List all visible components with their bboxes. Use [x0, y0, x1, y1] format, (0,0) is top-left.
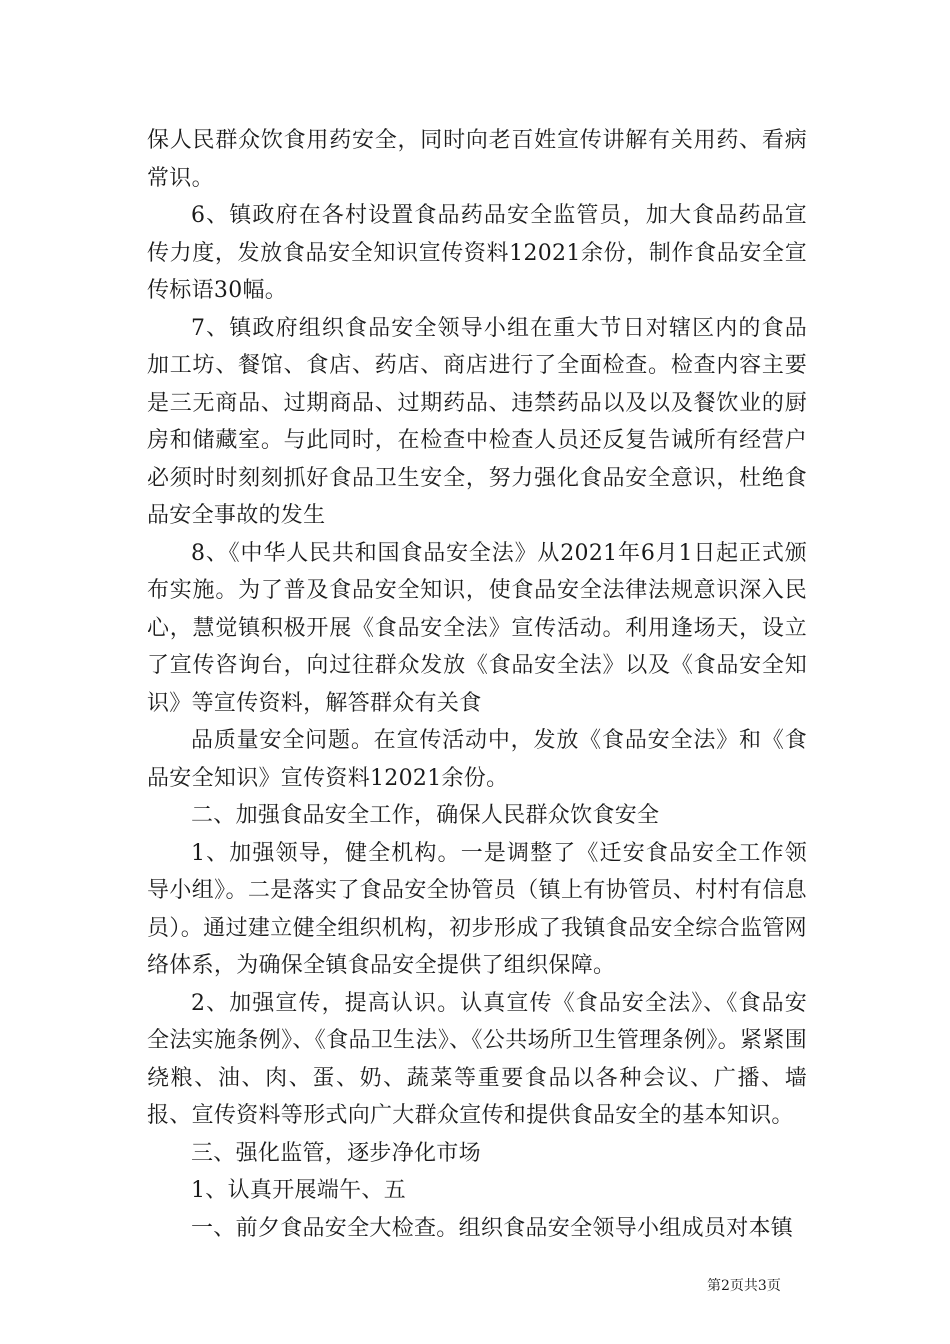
document-body [147, 122, 807, 1247]
paragraph-section-2-item-1: 1、加强领导，健全机构。一是调整了《迁安食品安全工作领导小组》。二是落实了食品安全协管员（镇上有协管员、村村有信息员）。通过建立健全组织机构，初步形成了我镇食品安全综合监管网络体系，为确保全镇食品安全提供了组织保障。 [147, 840, 807, 978]
paragraph-continuation: 保人民群众饮食用药安全，同时向老百姓宣传讲解有关用药、看病常识。 [147, 128, 807, 191]
page-number-footer: 第2页共3页 [707, 1278, 781, 1294]
paragraph-item-8: 8、《中华人民共和国食品安全法》从2021年6月1日起正式颁布实施。为了普及食品安全知识，使食品安全法律法规意识深入民心，慧觉镇积极开展《食品安全法》宣传活动。利用逢场天，设立了宣传咨询台，向过往群众发放《食品安全法》以及《食品安全知识》等宣传资料，解答群众有关食 [147, 540, 807, 716]
paragraph-item-6: 6、镇政府在各村设置食品药品安全监管员，加大食品药品宣传力度，发放食品安全知识宣传资料12021余份，制作食品安全宣传标语30幅。 [147, 203, 807, 303]
paragraph-section-2-item-2: 2、加强宣传，提高认识。认真宣传《食品安全法》、《食品安全法实施条例》、《食品卫生法》、《公共场所卫生管理条例》。紧紧围绕粮、油、肉、蛋、奶、蔬菜等重要食品以各种会议、广播、墙报、宣传资料等形式向广大群众宣传和提供食品安全的基本知识。 [147, 990, 807, 1128]
paragraph-item-8-continued: 品质量安全问题。在宣传活动中，发放《食品安全法》和《食品安全知识》宣传资料12021余份。 [147, 728, 807, 791]
paragraph-item-7: 7、镇政府组织食品安全领导小组在重大节日对辖区内的食品加工坊、餐馆、食店、药店、商店进行了全面检查。检查内容主要是三无商品、过期商品、过期药品、违禁药品以及以及餐饮业的厨房和储藏室。与此同时，在检查中检查人员还反复告诫所有经营户必须时时刻刻抓好食品卫生安全，努力强化食品安全意识，杜绝食品安全事故的发生 [147, 315, 807, 528]
paragraph-section-3-item-1: 1、认真开展端午、五 [191, 1178, 406, 1203]
section-heading-2: 二、加强食品安全工作，确保人民群众饮食安全 [191, 803, 660, 828]
section-heading-3: 三、强化监管，逐步净化市场 [191, 1140, 481, 1166]
paragraph-section-3-item-1-continued: 一、前夕食品安全大检查。组织食品安全领导小组成员对本镇 [191, 1215, 794, 1241]
